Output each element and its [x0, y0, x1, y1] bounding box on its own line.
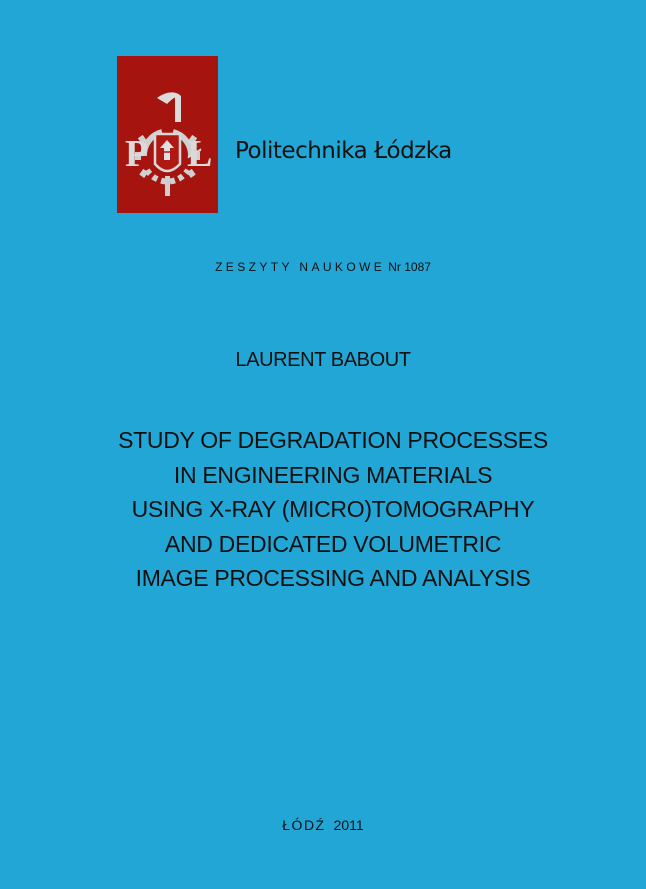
logo-letter-l: Ł [187, 133, 213, 175]
author-name: LAURENT BABOUT [235, 349, 411, 371]
title-line: USING X-RAY (MICRO)TOMOGRAPHY [131, 496, 535, 522]
series-label: ZESZYTY NAUKOWE [215, 260, 386, 274]
book-title [0, 423, 646, 596]
place-and-year [0, 817, 646, 833]
publication-year: 2011 [333, 817, 364, 833]
series-number: Nr 1087 [388, 260, 431, 274]
university-emblem-icon [117, 56, 218, 213]
title-line: STUDY OF DEGRADATION PROCESSES [118, 427, 548, 453]
title-line: IMAGE PROCESSING AND ANALYSIS [135, 565, 531, 591]
series-line [0, 260, 646, 274]
university-name: Politechnika Łódzka [235, 138, 452, 164]
logo-letter-p: P [125, 133, 149, 175]
university-logo [117, 56, 218, 213]
title-line: AND DEDICATED VOLUMETRIC [164, 530, 502, 557]
publication-place: ŁÓDŹ [282, 817, 326, 833]
title-line: IN ENGINEERING MATERIALS [173, 461, 493, 488]
